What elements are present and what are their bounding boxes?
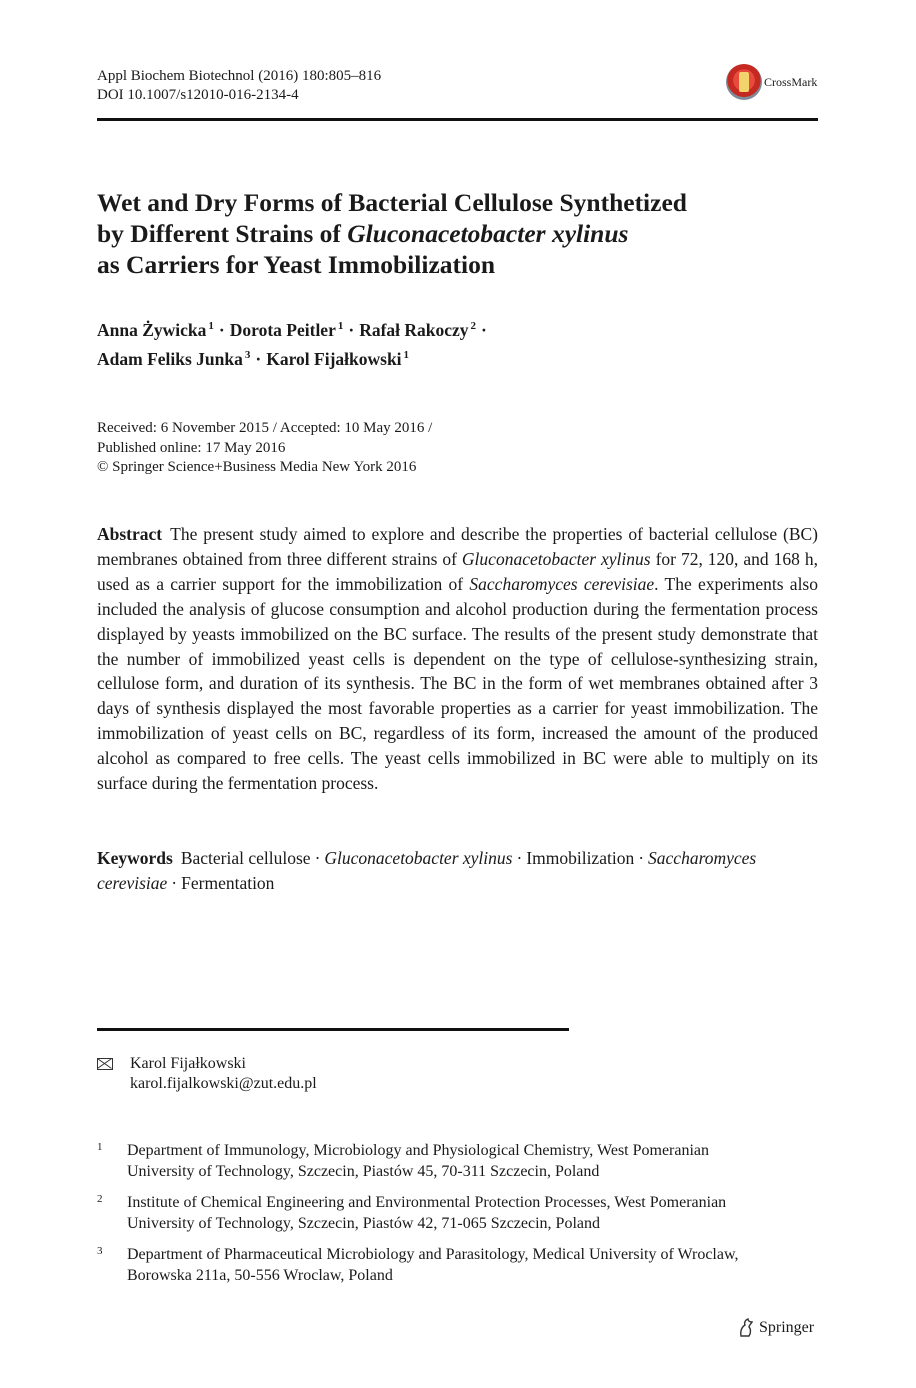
- author-separator: ·: [481, 320, 487, 340]
- keywords: [97, 846, 818, 895]
- copyright: © Springer Science+Business Media New York 2016: [97, 459, 417, 475]
- corresponding-name: Karol Fijałkowski: [130, 1055, 246, 1072]
- affiliation-line: Department of Immunology, Microbiology and Physiological Chemistry, West Pomeranian: [127, 1142, 710, 1159]
- affiliation-line: Borowska 211a, 50-556 Wroclaw, Poland: [127, 1267, 393, 1284]
- crossmark-label: CrossMark: [764, 75, 818, 89]
- author-affiliation-mark: 2: [470, 320, 477, 332]
- affiliation-number: 2: [97, 1193, 103, 1205]
- author-affiliation-mark: 3: [244, 349, 251, 361]
- keyword[interactable]: Immobilization: [526, 848, 635, 868]
- keyword-separator: ·: [171, 872, 178, 893]
- crossmark-badge[interactable]: [726, 64, 818, 102]
- author-name[interactable]: Adam Feliks Junka: [97, 349, 243, 369]
- abstract-heading: Abstract: [97, 524, 163, 544]
- keyword[interactable]: Fermentation: [181, 872, 275, 893]
- article-title: [97, 187, 817, 280]
- keyword-separator: ·: [314, 848, 321, 868]
- published-online: Published online: 17 May 2016: [97, 439, 286, 456]
- author-affiliation-mark: 1: [337, 320, 344, 332]
- keyword[interactable]: Saccharomyces cerevisiae: [97, 848, 757, 893]
- corresponding-email[interactable]: karol.fijalkowski@zut.edu.pl: [130, 1075, 317, 1092]
- affiliation-line: Institute of Chemical Engineering and Environmental Protection Processes, West Pomeranian: [127, 1194, 727, 1211]
- springer-logo: [737, 1318, 814, 1338]
- author-line-2: [97, 343, 492, 372]
- affiliation-number: 3: [97, 1245, 103, 1257]
- abstract-text: . The experiments also included the analysis of glucose consumption and alcohol production during the fermentation process displayed by yeasts immobilized on the BC surface. The results of the present study demonstrate that the number of immobilized yeast cells is dependent on the type of cellulose-synthesizing strain, cellulose form, and duration of its synthesis. The BC in the form of wet membranes obtained after 3 days of synthesis displayed the most favorable properties as a carrier for yeast immobilization. The immobilization of yeast cells on BC, regardless of its form, increased the amount of the produced alcohol as compared to free cells. The yeast cells immobilized in BC were able to multiply on its surface during the fermentation process.: [97, 573, 818, 794]
- affiliation: [97, 1140, 817, 1182]
- affiliation: [97, 1244, 817, 1286]
- author-name[interactable]: Rafał Rakoczy: [359, 320, 469, 340]
- envelope-icon: [97, 1058, 113, 1070]
- title-line-2: [97, 218, 817, 249]
- journal-line: Appl Biochem Biotechnol (2016) 180:805–816: [97, 68, 382, 84]
- author-name[interactable]: Anna Żywicka: [97, 320, 207, 340]
- springer-label: Springer: [759, 1319, 815, 1336]
- footnote-divider: [97, 1028, 569, 1031]
- author-separator: ·: [218, 320, 225, 340]
- author-affiliation-mark: 1: [208, 320, 214, 332]
- affiliation-line: University of Technology, Szczecin, Piastów 42, 71-065 Szczecin, Poland: [127, 1215, 600, 1232]
- author-affiliation-mark: 1: [403, 349, 410, 361]
- affiliation-number: 1: [97, 1141, 103, 1153]
- title-line-1: Wet and Dry Forms of Bacterial Cellulose Synthetized: [97, 188, 687, 217]
- corresponding-author: [97, 1054, 317, 1094]
- abstract-species: Gluconacetobacter xylinus: [461, 548, 651, 569]
- abstract-text: The present study aimed to explore and describe the properties of bacterial cellulose (BC) membranes obtained from three different strains of: [97, 524, 818, 569]
- header-divider: [97, 118, 818, 121]
- author-separator: ·: [255, 349, 262, 369]
- doi-line[interactable]: DOI 10.1007/s12010-016-2134-4: [97, 87, 299, 103]
- author-separator: ·: [348, 320, 355, 340]
- keyword-separator: ·: [638, 848, 645, 868]
- keyword[interactable]: Bacterial cellulose: [180, 848, 311, 868]
- crossmark-icon: [726, 64, 762, 100]
- journal-citation: [97, 67, 381, 105]
- title-line-2-text: by Different Strains of: [97, 219, 348, 248]
- author-line-1: [97, 314, 492, 343]
- author-name[interactable]: Dorota Peitler: [229, 320, 336, 340]
- title-species: Gluconacetobacter xylinus: [347, 219, 629, 248]
- author-list: [97, 314, 492, 372]
- abstract: [97, 522, 818, 796]
- abstract-species: Saccharomyces cerevisiae: [469, 573, 655, 594]
- affiliation-line: Department of Pharmaceutical Microbiology and Parasitology, Medical University of Wroclaw,: [127, 1246, 739, 1263]
- keywords-heading: Keywords: [97, 848, 173, 868]
- affiliation: [97, 1192, 817, 1234]
- author-name[interactable]: Karol Fijałkowski: [266, 349, 402, 369]
- title-line-3: as Carriers for Yeast Immobilization: [97, 250, 496, 279]
- abstract-text: for 72, 120, and 168 h, used as a carrier support for the immobilization of: [97, 548, 818, 594]
- keyword-separator: ·: [516, 848, 523, 868]
- received-accepted: Received: 6 November 2015 / Accepted: 10 May 2016 /: [97, 420, 433, 436]
- springer-horse-icon: [737, 1318, 755, 1338]
- keyword[interactable]: Gluconacetobacter xylinus: [324, 848, 513, 868]
- publication-history: [97, 419, 432, 478]
- affiliation-line: University of Technology, Szczecin, Piastów 45, 70-311 Szczecin, Poland: [127, 1163, 600, 1180]
